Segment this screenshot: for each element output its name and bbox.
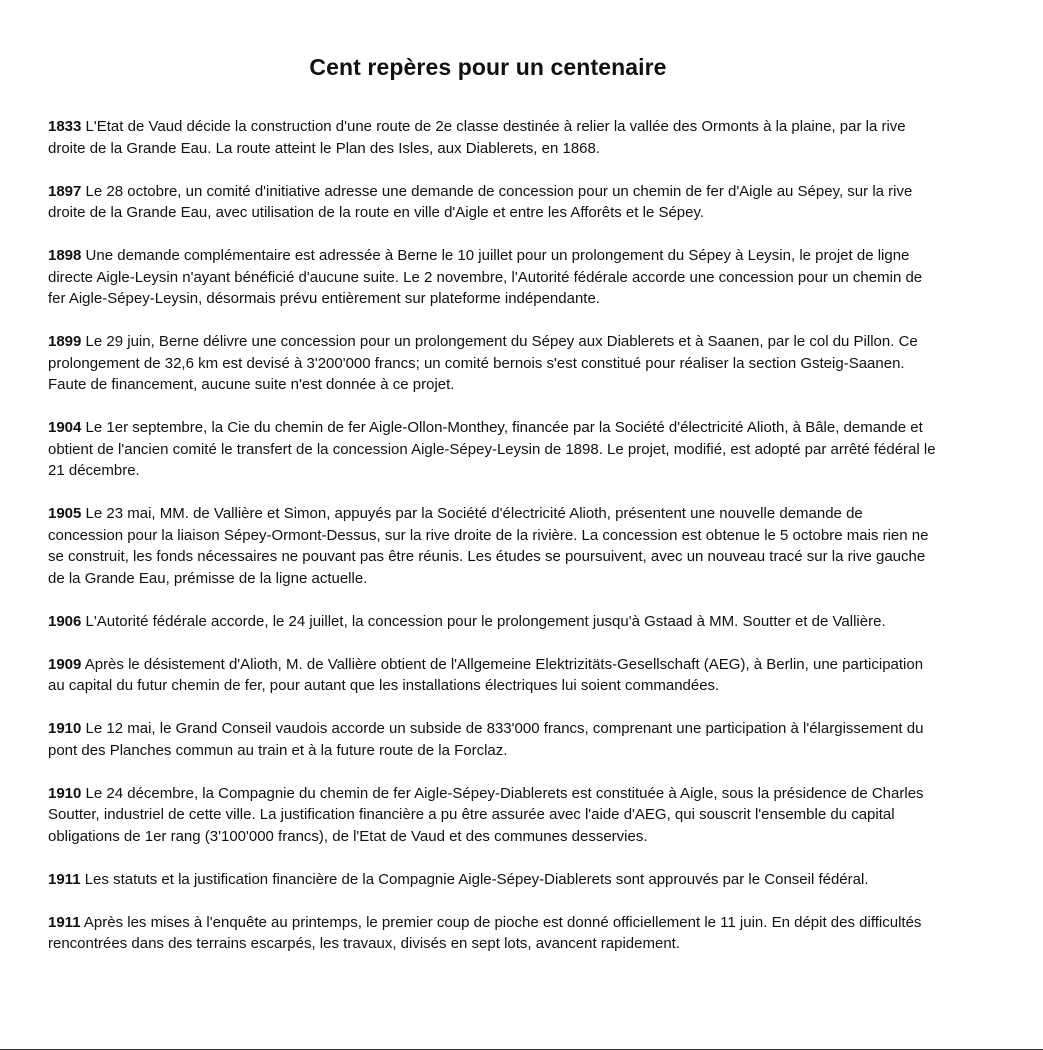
- timeline-entry: [48, 654, 938, 697]
- timeline-entry: [48, 245, 938, 310]
- timeline-entry: [48, 718, 938, 761]
- timeline-entry: [48, 912, 938, 955]
- entry-text: Après le désistement d'Alioth, M. de Vallière obtient de l'Allgemeine Elektrizitäts-Gesellschaft (AEG), à Berlin, une participation au capital du futur chemin de fer, pour autant que les installations électriques lui soient commandées.: [48, 655, 924, 694]
- timeline-entry: [48, 331, 938, 396]
- timeline-entry: [48, 181, 938, 224]
- entry-year: 1906: [48, 612, 82, 630]
- entry-text: L'Autorité fédérale accorde, le 24 juillet, la concession pour le prolongement jusqu'à Gstaad à MM. Soutter et de Vallière.: [85, 612, 886, 630]
- entry-text: Les statuts et la justification financière de la Compagnie Aigle-Sépey-Diablerets sont approuvés par le Conseil fédéral.: [84, 870, 869, 888]
- entry-text: Le 23 mai, MM. de Vallière et Simon, appuyés par la Société d'électricité Alioth, présentent une nouvelle demande de concession pour la liaison Sépey-Ormont-Dessus, sur la rive droite de la rivière. La concession est obtenue le 5 octobre mais rien ne se construit, les fonds nécessaires ne pouvant pas être réunis. Les études se poursuivent, avec un nouveau tracé sur la rive gauche de la Grande Eau, prémisse de la ligne actuelle.: [48, 505, 929, 587]
- entry-text: L'Etat de Vaud décide la construction d'une route de 2e classe destinée à relier la vallée des Ormonts à la plaine, par la rive droite de la Grande Eau. La route atteint le Plan des Isles, aux Diablerets, en 1868.: [48, 118, 906, 157]
- timeline-entry: [48, 116, 938, 159]
- entry-text: Après les mises à l'enquête au printemps, le premier coup de pioche est donné officiellement le 11 juin. En dépit des difficultés rencontrées dans des terrains escarpés, les travaux, divisés en sept lots, avancent rapidement.: [48, 913, 922, 952]
- entry-year: 1833: [48, 118, 82, 135]
- entry-text: Le 28 octobre, un comité d'initiative adresse une demande de concession pour un chemin de fer d'Aigle au Sépey, sur la rive droite de la Grande Eau, avec utilisation de la route en ville d'Aigle et entre les Afforêts et le Sépey.: [48, 182, 913, 221]
- timeline-entry: [48, 503, 938, 589]
- timeline-entry: [48, 869, 938, 891]
- entry-text: Le 29 juin, Berne délivre une concession pour un prolongement du Sépey aux Diablerets et à Saanen, par le col du Pillon. Ce prolongement de 32,6 km est devisé à 3'200'000 francs; un comité bernois s'est constitué pour réaliser la section Gsteig-Saanen. Faute de financement, aucune suite n'est donnée à ce projet.: [48, 333, 918, 393]
- entry-year: 1904: [48, 419, 82, 436]
- entry-year: 1897: [48, 182, 82, 200]
- timeline-entry: [48, 611, 938, 633]
- timeline-entries: [48, 116, 938, 976]
- entry-text: Une demande complémentaire est adressée à Berne le 10 juillet pour un prolongement du Sépey à Leysin, le projet de ligne directe Aigle-Leysin n'ayant bénéficié d'aucune suite. Le 2 novembre, l'Autorité fédérale accorde une concession pour un chemin de fer Aigle-Sépey-Leysin, désormais prévu entièrement sur plateforme indépendante.: [48, 247, 923, 307]
- timeline-entry: [48, 417, 938, 482]
- entry-year: 1911: [48, 870, 81, 888]
- entry-text: Le 12 mai, le Grand Conseil vaudois accorde un subside de 833'000 francs, comprenant une participation à l'élargissement du pont des Planches commun au train et à la future route de la Forclaz.: [48, 720, 924, 759]
- entry-year: 1905: [48, 505, 82, 522]
- entry-text: Le 24 décembre, la Compagnie du chemin de fer Aigle-Sépey-Diablerets est constituée à Aigle, sous la présidence de Charles Soutter, industriel de cette ville. La justification financière a pu être assurée avec l'aide d'AEG, qui souscrit l'ensemble du capital obligations de 1er rang (3'100'000 francs), de l'Etat de Vaud et des communes desservies.: [48, 784, 924, 845]
- entry-year: 1910: [48, 720, 82, 737]
- entry-text: Le 1er septembre, la Cie du chemin de fer Aigle-Ollon-Monthey, financée par la Société d'électricité Alioth, à Bâle, demande et obtient de l'ancien comité le transfert de la concession Aigle-Sépey-Leysin de 1898. Le projet, modifié, est adopté par arrêté fédéral le 21 décembre.: [48, 419, 936, 479]
- entry-year: 1911: [48, 913, 81, 931]
- entry-year: 1899: [48, 333, 82, 350]
- entry-year: 1898: [48, 247, 82, 264]
- page-title: Cent repères pour un centenaire: [309, 54, 667, 80]
- timeline-entry: [48, 783, 938, 848]
- entry-year: 1910: [48, 784, 82, 802]
- entry-year: 1909: [48, 655, 82, 673]
